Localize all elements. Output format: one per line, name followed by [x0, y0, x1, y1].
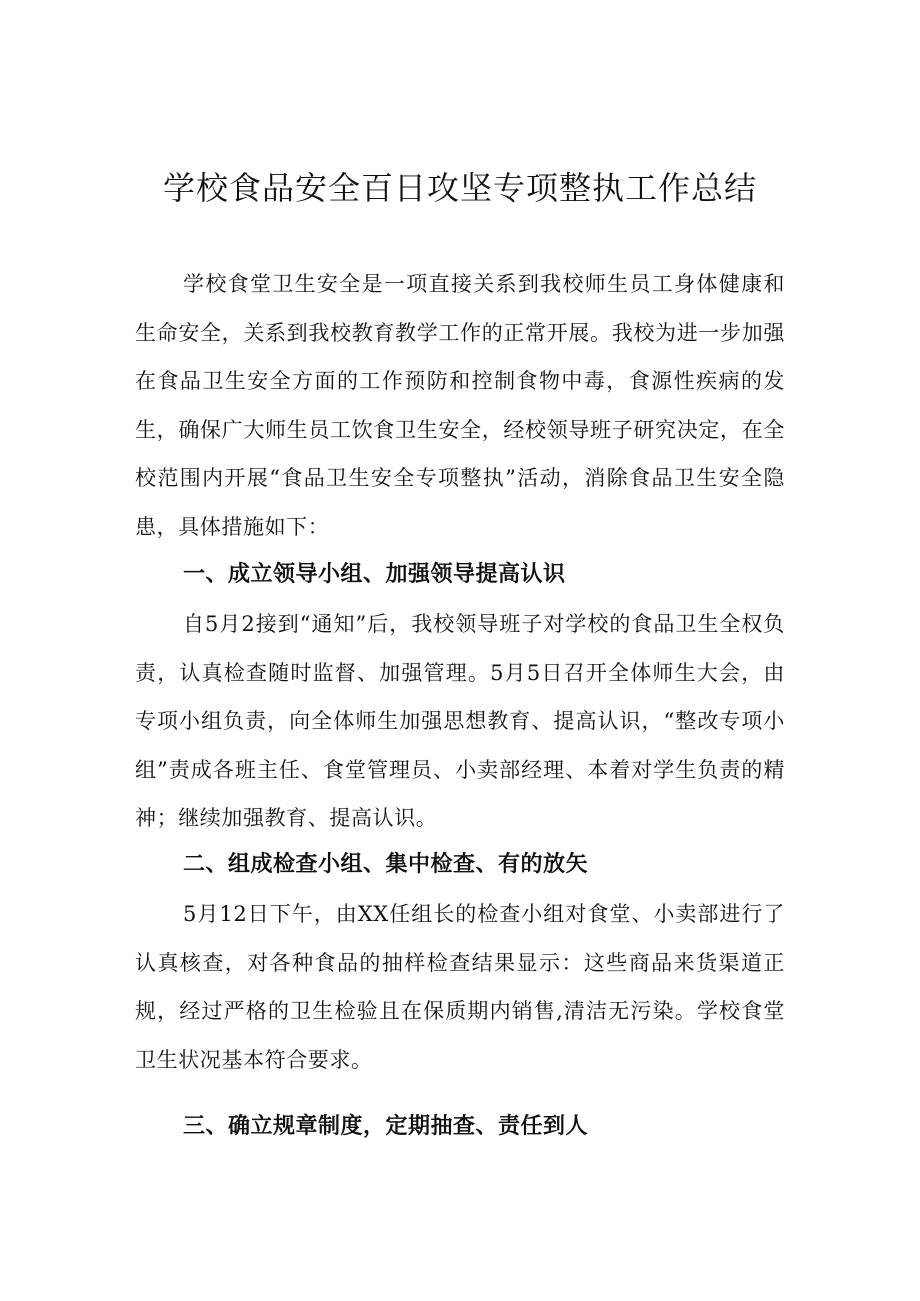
section-heading-3: 三、确立规章制度，定期抽查、责任到人 — [183, 1114, 589, 1139]
intro-paragraph: 学校食堂卫生安全是一项直接关系到我校师生员工身体健康和生命安全，关系到我校教育教学工作的正常开展。我校为进一步加强在食品卫生安全方面的工作预防和控制食物中毒，食源性疾病的发生，确保广大师生员工饮食卫生安全，经校领导班子研究决定，在全校范围内开展“食品卫生安全专项整执”活动，消除食品卫生安全隐患，具体措施如下： — [135, 272, 785, 539]
section-heading-2: 二、组成检查小组、集中检查、有的放矢 — [183, 852, 589, 877]
section-heading-1: 一、成立领导小组、加强领导提高认识 — [183, 562, 566, 587]
document-title: 学校食品安全百日攻坚专项整执工作总结 — [162, 169, 757, 207]
section-2-paragraph: 5月12日下午，由XX任组长的检查小组对食堂、小卖部进行了认真核查，对各种食品的抽样检查结果显示：这些商品来货渠道正规，经过严格的卫生检验且在保质期内销售,清洁无污染。学校食堂卫生状况基本符合要求。 — [135, 902, 785, 1072]
section-1-paragraph: 自5月2接到“通知”后，我校领导班子对学校的食品卫生全权负责，认真检查随时监督、加强管理。5月5日召开全体师生大会，由专项小组负责，向全体师生加强思想教育、提高认识，“整改专项小组”责成各班主任、食堂管理员、小卖部经理、本着对学生负责的精神；继续加强教育、提高认识。 — [135, 612, 785, 830]
